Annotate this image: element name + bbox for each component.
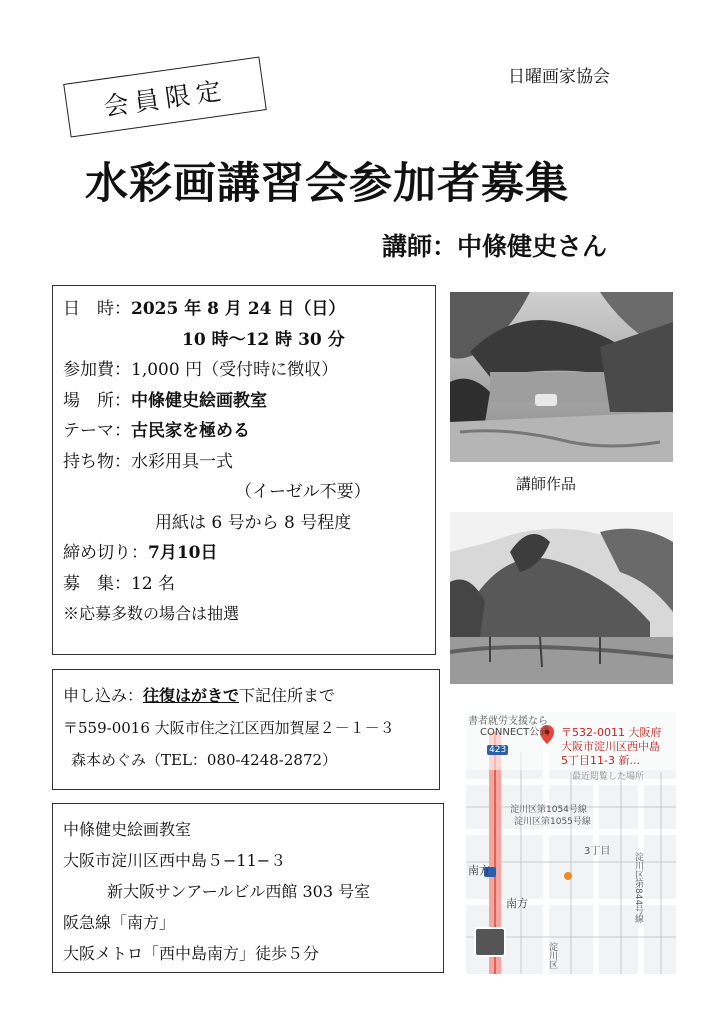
map-top-text: 書者就労支援なら [468,716,548,727]
application-suffix: 下記住所まで [239,686,336,705]
date-label: 日 時： [63,299,131,319]
map-pin-label[interactable] [561,726,661,768]
location-address: 大阪市淀川区西中島５−11−３ [63,851,287,870]
recruit-value: 12 名 [131,573,176,594]
place-row [63,386,435,417]
application-method: 往復はがきで [143,686,240,705]
deadline-row [63,538,435,569]
lecturer-name: 講師：中條健史さん [382,232,608,261]
time-value: 10 時～12 時 30 分 [182,329,345,350]
organization-name: 日曜画家協会 [508,67,610,87]
location-box [52,803,444,973]
map-street-1054: 淀川区第1054号線 [510,805,587,815]
fee-value: 1,000 円（受付時に徴収） [131,360,339,380]
pin-line-3: 5丁目11-3 新... [561,754,640,767]
map-street-bottom: 淀川区 [547,942,557,969]
items-label: 持ち物： [63,451,131,472]
fee-row [63,355,435,386]
artwork-thatched-roof-image [450,512,673,684]
items-value: 水彩用具一式 [131,451,233,472]
recruit-label: 募 集： [63,573,131,594]
place-value: 中條健史絵画教室 [131,390,267,411]
location-map[interactable] [466,712,676,974]
fee-label: 参加費： [63,360,131,380]
page-title: 水彩画講習会参加者募集 [85,159,569,209]
application-contact: 森本めぐみ（TEL：080-4248-2872） [71,751,338,769]
theme-label: テーマ： [63,421,131,441]
items-note-easel: （イーゼル不要） [235,482,371,502]
application-prefix: 申し込み： [63,686,144,705]
event-info-box [52,285,436,655]
deadline-value: 7月10日 [148,543,218,563]
map-station-minamikata-2: 南方 [506,897,528,910]
map-connect-text: CONNECT公式 [480,727,550,738]
artwork-farmhouse-image [450,292,673,462]
map-street-844: 淀川区第844号線 [633,852,643,924]
location-building: 新大阪サンアールビル西館 303 号室 [107,882,371,901]
location-name: 中條健史絵画教室 [63,820,192,839]
map-recent-label: 最近閲覧した場所 [572,772,645,782]
application-row [63,680,439,712]
date-row [63,294,435,325]
recruit-row [63,569,435,600]
items-row [63,447,435,478]
lottery-note: ※応募多数の場合は抽選 [63,604,240,623]
application-address: 〒559-0016 大阪市住之江区西加賀屋２－１－３ [63,719,395,737]
map-street-1055: 淀川区第1055号線 [514,817,591,827]
items-note-paper: 用紙は 6 号から 8 号程度 [155,512,352,533]
pin-line-2: 大阪市淀川区西中島 [561,740,660,753]
date-value: 2025 年 8 月 24 日（日） [131,299,346,319]
map-station-minamikata: 南方 [468,864,490,877]
theme-value: 古民家を極める [131,421,250,441]
application-box [52,669,440,790]
deadline-label: 締め切り： [63,543,148,563]
artwork-caption: 講師作品 [516,475,577,493]
map-area-3chome: 3丁目 [584,846,611,857]
members-only-stamp: 会員限定 [63,56,267,137]
pin-line-1: 〒532-0011 大阪府 [561,726,662,739]
theme-row [63,416,435,447]
access-hankyu: 阪急線「南方」 [63,913,176,932]
access-metro: 大阪メトロ「西中島南方」徒歩５分 [63,944,320,963]
route-badge: 423 [489,745,507,755]
place-label: 場 所： [63,390,131,411]
